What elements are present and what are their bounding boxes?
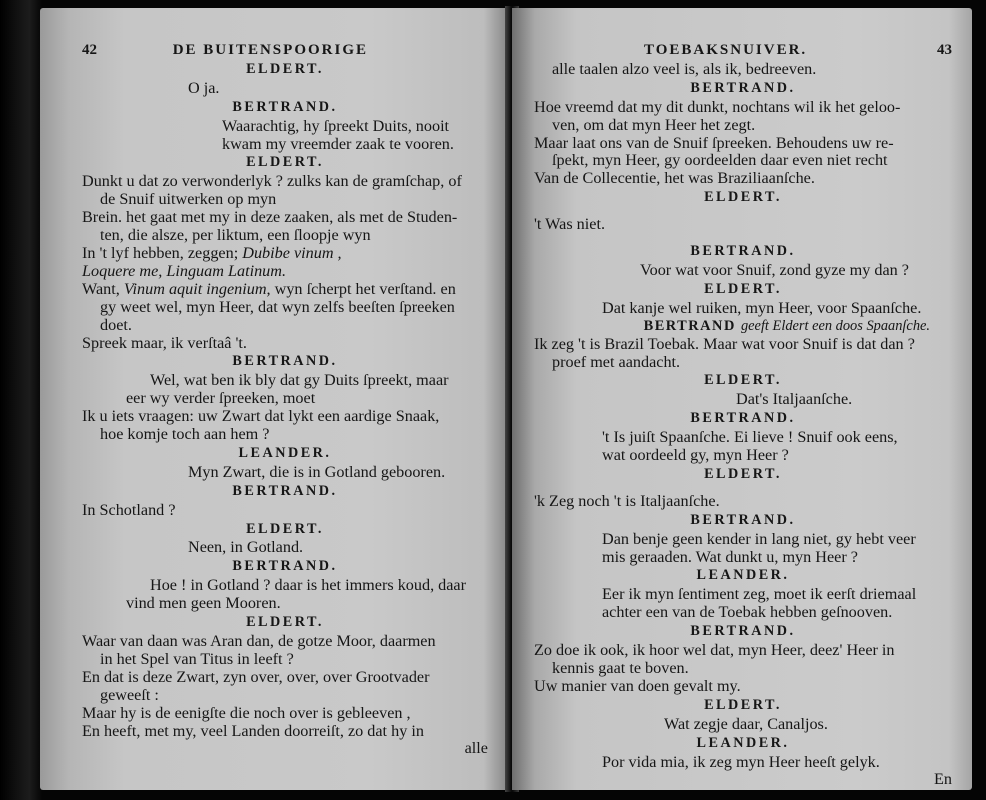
text-line xyxy=(82,723,488,741)
speaker-name: ELDERT. xyxy=(246,60,324,77)
text-line xyxy=(534,61,952,79)
line-text: ven, om dat myn Heer het zegt. xyxy=(552,115,756,134)
text-line xyxy=(82,118,488,136)
text-line xyxy=(534,429,952,447)
text-line xyxy=(82,539,488,557)
line-text: Wat zegje daar, Canaljos. xyxy=(664,714,828,733)
line-text: Brein. het gaat met my in deze zaaken, als met de Studen- xyxy=(82,208,458,227)
line-text: kwam my vreemder zaak te vooren. xyxy=(222,134,454,153)
text-line xyxy=(82,372,488,390)
line-text: doet. xyxy=(100,315,132,334)
text-line xyxy=(82,669,488,687)
text-line xyxy=(82,209,488,227)
speaker-name: BERTRAND. xyxy=(690,511,796,528)
speaker-name: BERTRAND. xyxy=(232,353,338,370)
speaker-name: ELDERT. xyxy=(704,280,782,297)
right-running-title: TOEBAKSNUIVER. xyxy=(644,42,808,58)
line-text: 't Is juiſt Spaanſche. Ei lieve ! Snuif ook eens, xyxy=(602,428,898,447)
text-line xyxy=(82,80,488,98)
line-text: Waarachtig, hy ſpreekt Duits, nooit xyxy=(222,116,450,135)
text-line xyxy=(534,716,952,734)
line-text: 'k Zeg noch 't is Italjaanſche. xyxy=(534,491,720,510)
speaker-name: LEANDER. xyxy=(238,444,332,461)
text-line xyxy=(82,299,488,317)
speaker-name: LEANDER. xyxy=(696,734,790,751)
speaker-name: BERTRAND. xyxy=(690,623,796,640)
text-line xyxy=(82,651,488,669)
line-text: Uw manier van doen gevalt my. xyxy=(534,676,741,695)
line-text: Maar hy is de eenigſte die noch over is gebleeven , xyxy=(82,703,411,722)
text-line xyxy=(82,408,488,426)
left-page-number: 42 xyxy=(82,42,97,58)
text-line xyxy=(534,531,952,549)
text-line xyxy=(82,245,488,263)
right-running-head xyxy=(534,42,952,60)
text-line xyxy=(82,191,488,209)
line-text: kennis gaat te boven. xyxy=(552,659,689,677)
left-running-head xyxy=(82,42,488,60)
text-line xyxy=(82,263,488,281)
right-page xyxy=(512,8,972,790)
latin-phrase: Loquere me, Linguam Latinum. xyxy=(82,261,286,280)
line-text: proef met aandacht. xyxy=(552,352,681,371)
speaker-name: ELDERT. xyxy=(704,465,782,482)
speaker-name: BERTRAND. xyxy=(232,98,338,115)
right-page-text xyxy=(534,61,952,789)
text-line xyxy=(534,549,952,567)
speaker-name: ELDERT. xyxy=(704,189,782,206)
line-text: Por vida mia, ik zeg myn Heer heeſt gelyk. xyxy=(602,752,880,771)
speaker-name: ELDERT. xyxy=(704,372,782,389)
text-line xyxy=(534,336,952,354)
text-line xyxy=(82,281,488,299)
text-line xyxy=(534,391,952,409)
text-line xyxy=(82,136,488,154)
text-line xyxy=(534,117,952,135)
line-text: gy weet wel, myn Heer, dat wyn zelfs beeſten ſpreeken xyxy=(100,297,455,316)
stage-speaker: BERTRAND xyxy=(643,317,736,334)
line-text: Eer ik myn ſentiment zeg, moet ik eerſt driemaal xyxy=(602,585,917,604)
line-text: de Snuif uitwerken op myn xyxy=(100,190,277,209)
line-text: Ik zeg 't is Brazil Toebak. Maar wat voor Snuif is dat dan ? xyxy=(534,334,915,353)
speaker-name: BERTRAND. xyxy=(690,79,796,96)
line-text: ſpekt, myn Heer, gy oordeelden daar even niet recht xyxy=(552,151,888,170)
line-text: ten, die alsze, per liktum, een ſloopje wyn xyxy=(100,226,371,245)
left-running-title: DE BUITENSPOORIGE xyxy=(172,42,368,58)
text-line xyxy=(534,447,952,465)
line-text: Ik u iets vraagen: uw Zwart dat lykt een aardige Snaak, xyxy=(82,407,440,426)
line-text: Dat kanje wel ruiken, myn Heer, voor Spaanſche. xyxy=(602,298,922,317)
line-text: Wel, wat ben ik bly dat gy Duits ſpreekt, maar xyxy=(150,371,449,390)
line-text: vind men geen Mooren. xyxy=(126,594,281,613)
text-line xyxy=(534,135,952,153)
text-line xyxy=(534,493,952,511)
line-text: Hoe ! in Gotland ? daar is het immers koud, daar xyxy=(150,576,467,595)
text-line xyxy=(534,354,952,372)
line-text: 't Was niet. xyxy=(534,215,606,234)
left-page xyxy=(40,8,512,790)
text-line xyxy=(534,604,952,622)
speaker-name: LEANDER. xyxy=(696,567,790,584)
line-text: wat oordeeld gy, myn Heer ? xyxy=(602,446,789,465)
line-text: In 't lyf hebben, zeggen; xyxy=(82,243,243,262)
text-line xyxy=(534,642,952,660)
speaker-name: BERTRAND. xyxy=(690,410,796,427)
text-line xyxy=(82,633,488,651)
book-edge-shadow xyxy=(0,0,42,800)
line-text: Want, xyxy=(82,279,124,298)
line-text: mis geraaden. Wat dunkt u, myn Heer ? xyxy=(602,547,858,566)
line-text: wyn ſcherpt het verſtand. en xyxy=(270,279,456,298)
line-text: hoe komje toch aan hem ? xyxy=(100,425,270,444)
text-line xyxy=(534,754,952,772)
text-line xyxy=(82,464,488,482)
line-text: Neen, in Gotland. xyxy=(188,538,304,557)
text-line xyxy=(82,577,488,595)
line-text: Zo doe ik ook, ik hoor wel dat, myn Heer, deez' Heer in xyxy=(534,641,895,660)
text-line xyxy=(82,227,488,245)
line-text: Voor wat voor Snuif, zond gyze my dan ? xyxy=(640,260,909,279)
text-line xyxy=(82,335,488,353)
text-line xyxy=(534,99,952,117)
text-line xyxy=(534,262,952,280)
catchword: En xyxy=(934,770,952,789)
line-text: En heeft, met my, veel Landen doorreiſt, zo dat hy in xyxy=(82,721,424,740)
left-page-text xyxy=(82,61,488,758)
line-text: eer wy verder ſpreeken, moet xyxy=(126,389,316,408)
text-line xyxy=(534,300,952,318)
line-text: Maar laat ons van de Snuif ſpreeken. Behoudens uw re- xyxy=(534,133,894,152)
latin-phrase: Dubibe vinum , xyxy=(242,243,342,262)
stage-direction xyxy=(534,318,952,336)
catchword: alle xyxy=(464,739,488,758)
speaker-name: BERTRAND. xyxy=(690,243,796,260)
text-line xyxy=(534,152,952,170)
text-line xyxy=(82,687,488,705)
speaker-name: ELDERT. xyxy=(246,154,324,171)
line-text: Myn Zwart, die is in Gotland gebooren. xyxy=(188,462,446,481)
line-text: Dat's Italjaanſche. xyxy=(736,390,853,409)
right-page-number: 43 xyxy=(937,42,952,58)
text-line xyxy=(82,173,488,191)
text-line xyxy=(82,426,488,444)
speaker-name: ELDERT. xyxy=(246,520,324,537)
speaker-name: ELDERT. xyxy=(246,614,324,631)
line-text: Dunkt u dat zo verwonderlyk ? zulks kan de gramſchap, of xyxy=(82,172,462,191)
line-text: in het Spel van Titus in leeft ? xyxy=(100,649,294,668)
line-text: Waar van daan was Aran dan, de gotze Moor, daarmen xyxy=(82,632,436,650)
speaker-name: ELDERT. xyxy=(704,696,782,713)
line-text: O ja. xyxy=(188,78,220,97)
line-text: geweeſt : xyxy=(100,685,159,704)
text-line xyxy=(82,705,488,723)
line-text: Van de Collecentie, het was Braziliaanſche. xyxy=(534,169,815,188)
text-line xyxy=(534,170,952,188)
line-text: Dan benje geen kender in lang niet, gy hebt veer xyxy=(602,529,916,548)
line-text: achter een van de Toebak hebben geſnooven. xyxy=(602,603,893,622)
text-line xyxy=(82,595,488,613)
latin-phrase: Vinum aquit ingenium, xyxy=(123,279,271,298)
text-line xyxy=(534,678,952,696)
line-text: Spreek maar, ik verſtaâ 't. xyxy=(82,333,247,352)
speaker-name: BERTRAND. xyxy=(232,558,338,575)
text-line xyxy=(534,216,952,234)
stage-text: geeft Eldert een doos Spaanſche. xyxy=(740,317,930,334)
text-line xyxy=(82,390,488,408)
text-line xyxy=(82,502,488,520)
line-text: In Schotland ? xyxy=(82,500,176,519)
text-line xyxy=(534,586,952,604)
line-text: Hoe vreemd dat my dit dunkt, nochtans wil ik het geloo- xyxy=(534,97,901,116)
text-line xyxy=(82,317,488,335)
text-line xyxy=(534,660,952,678)
line-text: En dat is deze Zwart, zyn over, over, over Grootvader xyxy=(82,667,430,686)
line-text: alle taalen alzo veel is, als ik, bedreeven. xyxy=(552,59,817,78)
speaker-name: BERTRAND. xyxy=(232,482,338,499)
